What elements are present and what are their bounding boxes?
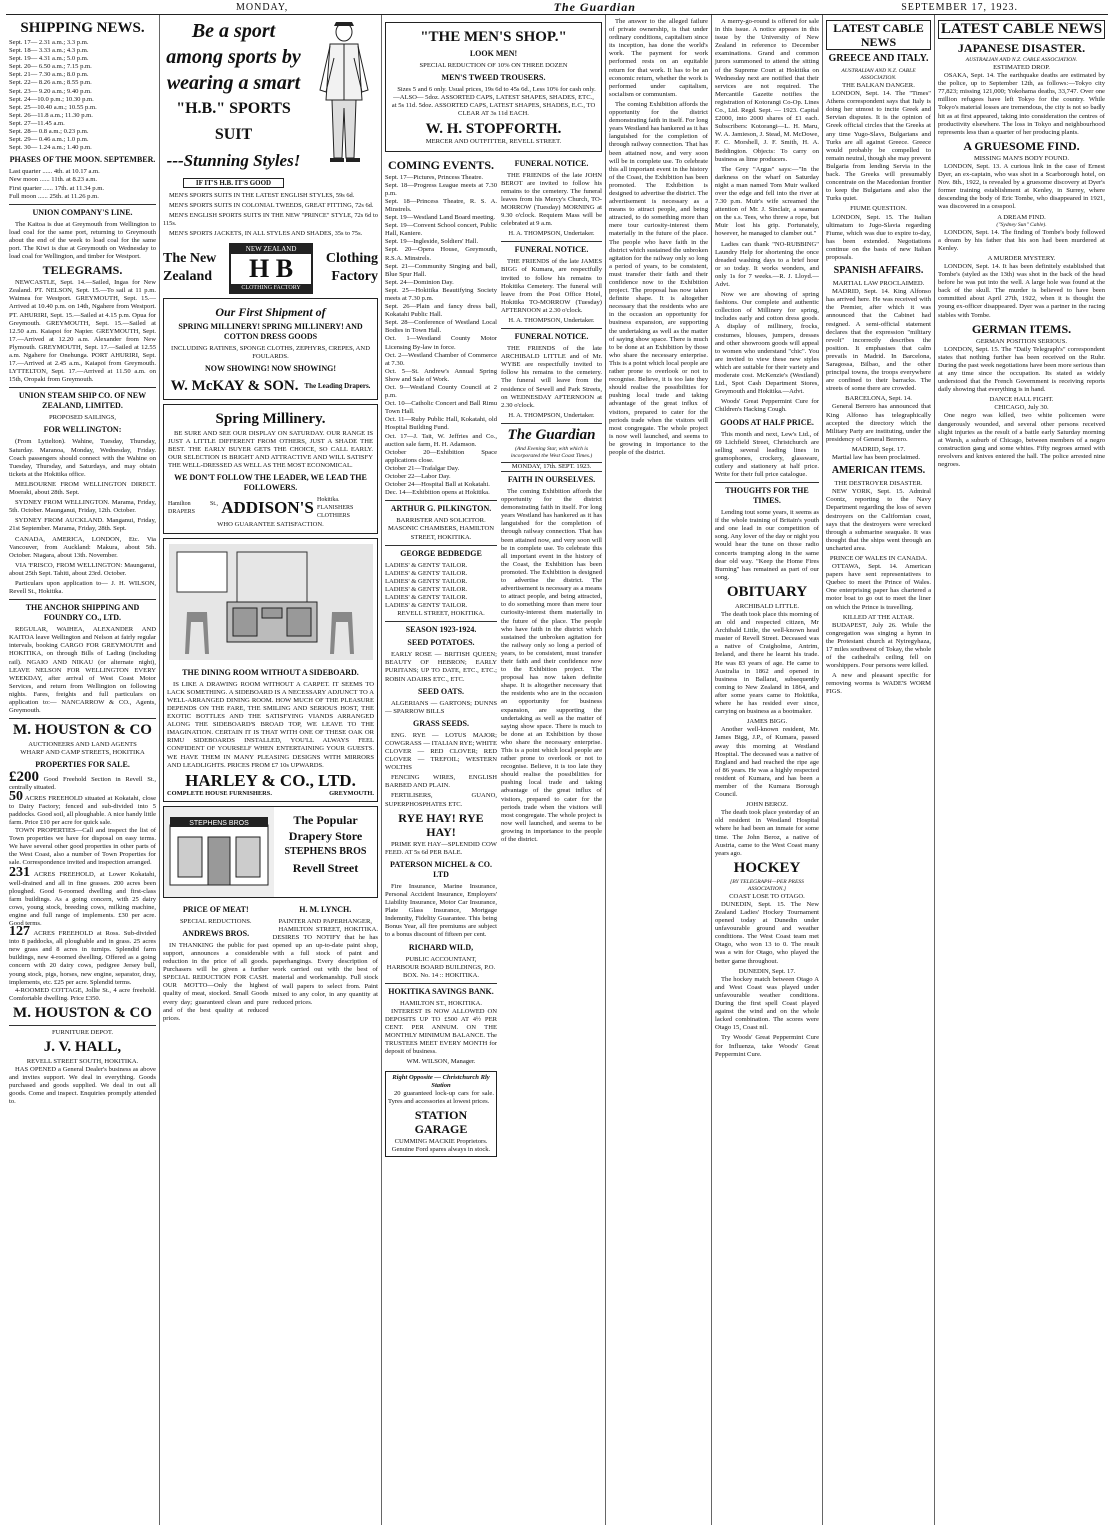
cable-news-heading-2: LATEST CABLE NEWS <box>938 20 1105 39</box>
goods-half-price: GOODS AT HALF PRICE. <box>720 417 814 427</box>
greece-italy: GREECE AND ITALY. <box>828 53 929 64</box>
properties-heading: PROPERTIES FOR SALE. <box>35 760 130 770</box>
houston-heading: M. HOUSTON & CO <box>13 722 152 739</box>
hb-line-1: Be a sport <box>191 20 276 42</box>
event-item: Sept. 18—Progress League meets at 7.30 p.m. <box>385 181 497 197</box>
pilkington-sub: BARRISTER AND SOLICITOR. <box>396 517 486 525</box>
funeral-notice-2: FUNERAL NOTICE. <box>514 245 589 255</box>
tide-row: Sept. 30— 1.24 a.m.; 1.40 p.m. <box>9 144 92 152</box>
tailor-row: LADIES' & GENTS' TAILOR. <box>385 602 468 610</box>
event-item: Sept. 19—Westland Land Board meeting. <box>385 214 496 222</box>
harley-firm: HARLEY & CO., LTD. <box>185 770 356 790</box>
canada-text: CANADA, AMERICA, LONDON, Etc. Via Vancouver, from Auckland: Makura, about 5th. October. Niagara, about 13th. November. <box>9 535 156 559</box>
for-wellington: FOR WELLINGTON: <box>43 425 122 435</box>
rye-text: PRIME RYE HAY—SPLENDID COW FEED. AT 5s 6d PER BALE. <box>385 840 497 856</box>
event-item: Oct. 1—Westland County Motor Licensing By-law in force. <box>385 335 497 351</box>
hb-item: MEN'S SPORTS JACKETS, IN ALL STYLES AND SHADES, 35s to 75s. <box>169 230 363 238</box>
furniture-depot: FURNITURE DEPOT. <box>51 1028 114 1036</box>
trousers-heading: MEN'S TWEED TROUSERS. <box>441 73 546 83</box>
sportsman-illustration <box>308 18 378 168</box>
lynch-ad <box>273 902 379 1025</box>
telegrams-text: NEWCASTLE, Sept. 14.—Sailed, Ingas for New Zealand. PT. NELSON, Sept. 15.—To sail at 11 p.m. Waimea for Westport. GREYMOUTH, Sept. 15.—Arrived at 10.40 p.m. on 14th, Ngahere from Westport. PT. AHURIRI, Sept. 15.—Sailed at 4.15 p.m. Opua for Greymouth. GREYMOUTH, Sept. 15.—Sailed at 12.50 a.m. Kaiapoi for Napier. GREYMOUTH, Sept. 17.—Arrived at 12.20 a.m. Alexander from New Plymouth. GREYMOUTH, Sept. 17.—Sailed at 12.55 a.m. Ngahere for Onehunga. PORT AHURIRI, Sept. 17.—Arrived at 2.45 a.m., Kaiapoi from Greymouth. LYTTELTON, Sept. 17.—Arrived at 11.50 a.m. on 15th, Oropaki from Greymouth. <box>9 279 156 384</box>
look-men: LOOK MEN! <box>469 49 518 58</box>
guardian-sub: (And Evening Star, with which is incorporated the West Coast Times.) <box>510 445 593 459</box>
hb-sports-ad <box>163 18 378 192</box>
bigg-text: Another well-known resident, Mr. James Bigg, J.P., of Kumara, passed away this morning at Westland Hospital. The deceased was a native of England and had reached the ripe age of 86 years. He was a highly respected resident of Kumara, and has been a member of the Kumara Borough Council. <box>715 726 819 799</box>
dance-hall-fight: DANCE HALL FIGHT. <box>989 396 1054 404</box>
savings-text: INTEREST IS NOW ALLOWED ON DEPOSITS UP TO £500 AT 4½ PER CENT. PER ANNUM. ON THE MONTHLY MINIMUM BALANCE. The TRUSTEES MEET EVERY MONTH for deposit of business. <box>385 1007 497 1056</box>
event-item: Sept. 21—Community Singing and ball, Blue Spur Hall. <box>385 262 497 278</box>
obituary-heading: OBITUARY <box>726 583 808 600</box>
hb-line-3: wearing a smart <box>166 72 301 94</box>
editorial-continued-2: The coming Exhibition affords the opportunity for the district demonstrating faith in itself. For long years Westland has hankered as it has languished for the completion of through railway connection. That has been attained now, and very soon will be in complete use. To celebrate this all important event in the history of the Coast, the Exhibition has been promoted. The Exhibition is designed to advertise the district. The advertisement is necessary as a means to attract people, and being attracted, to do something more than mere tour curiosity-interest them materially in the future of the place. The people who have faith in the district which sustained the unbroken agitation for the railway only so long a period of years, to be consistent, must transfer their faith and their confidence now to the Exhibition project. The proposal has now taken definite shape. It is altogether necessary that the residents who are in the occasion an opportunity for business expansion, are supporting the undertaking as well as the matter of saying show space. There is much to be done at an Exhibition by those who share the necessary enterprise. This is a point which local people are rather prone to overlook or not to recognise. Believe, it is too late they should realise the possibilities for pushing local trade and taking advantage of the great influx of visitors, prepared to cater for the periods trade when the visitors will most congregate. The whole project is now well launched, and seems to be growing in importance to the people of the district. <box>609 100 708 456</box>
spring-follow: WE DON'T FOLLOW THE LEADER, WE LEAD THE FOLLOWERS. <box>174 473 367 493</box>
property-231: 231 ACRES FREEHOLD, at Lower Kokatahi, well-drained and all in fine grasses. 200 acres been ploughed. Good 6-roomed dwelling and first-class farm buildings. As a going concern, with 25 dairy cows, young stock, breeding cows, milking machine, engine and full range of implements. £30 per acre. Good terms. <box>9 865 156 927</box>
prince-text: OTTAWA, Sept. 14. American papers have sent representatives to Quebec to meet the Prince of Wales. One enterprising paper has chartered a motor boat to go out to meet the liner on which the Prince is travelling. <box>826 563 931 611</box>
sydney-sun: ("Sydney Sun" Cable). <box>996 221 1047 228</box>
guardian-nameplate: The Guardian <box>507 426 596 443</box>
hb-clothing: Clothing <box>325 251 378 267</box>
potatoes-list: EARLY ROSE — BRITISH QUEEN; BEAUTY OF HEBRON; EARLY PURITANS; UP TO DATE, ETC., ETC.; ROBIN ADAIRS ETC., ETC. <box>385 651 497 683</box>
woods-cure: Try Woods' Great Peppermint Cure for Influenza, take Woods' Great Peppermint Cure. <box>715 1034 819 1058</box>
property-231-acres: 231 <box>9 865 30 881</box>
houston-footer: M. HOUSTON & CO <box>13 1004 152 1021</box>
mckay-now-showing: NOW SHOWING! NOW SHOWING! <box>204 363 337 373</box>
hb-price-list <box>163 192 378 238</box>
funeral-notice-1: FUNERAL NOTICE. <box>514 158 589 168</box>
funeral-notice-3: FUNERAL NOTICE. <box>514 332 589 342</box>
tide-row: Sept. 21— 7.30 a.m.; 8.0 p.m. <box>9 71 89 79</box>
addison-left: Hamilton St., DRAPERS <box>168 501 218 516</box>
tide-row: Sept. 23— 9.20 a.m.; 9.40 p.m. <box>9 87 92 95</box>
savings-addr: HAMILTON ST., HOKITIKA. <box>399 999 483 1007</box>
seed-oats: SEED OATS. <box>417 686 465 696</box>
melbourne-text: MELBOURNE FROM WELLINGTON DIRECT. Moeraki, about 28th. Sept. <box>9 480 156 497</box>
madrid-text: Martial law has been proclaimed. <box>832 454 921 462</box>
spanish-heading: SPANISH AFFAIRS. <box>833 265 924 277</box>
event-item: Oct. 2—Westland Chamber of Commerce at 7.30. <box>385 351 497 367</box>
destroyer-heading: THE DESTROYER DISASTER. <box>834 480 923 488</box>
wild-addr: HARBOUR BOARD BUILDINGS, P.O. BOX. No. 14 :: HOKITIKA. <box>386 963 496 979</box>
fencing: FENCING WIRES, ENGLISH BARBED AND PLAIN. <box>385 774 497 790</box>
oats-list: ALGERIANS — GARTONS; DUNNS — SPARROW BILLS <box>385 699 497 715</box>
moon-row: First quarter ...... 17th. at 11.34 p.m. <box>9 184 104 192</box>
hb-item: MEN'S SPORTS SUITS IN THE LATEST ENGLISH STYLES, 59s 6d. <box>169 192 355 200</box>
local-spring: Now we are showing of spring fashions. Our complete and authentic collection of Millinery for spring, includes early and cotton dress goods. A display of millinery, frocks, costumes, blouses, jumpers, dresses and other showroom goods will appeal to women who understand "chic". You are invited to view these new styles which are suitable for their variety and moderate cost. McKenzie's (Westland) Ltd., Spot Cash Department Stores, Greymouth and Hokitika.—Advt. <box>715 291 819 396</box>
event-item: October 24—Hospital Ball at Kokatahi. <box>385 481 490 489</box>
hb-zealand: Zealand <box>163 269 213 285</box>
hb-line-2: among sports by <box>166 46 301 68</box>
houston-address: WHARF AND CAMP STREETS, HOKITIKA <box>20 749 145 757</box>
tailor-row: LADIES' & GENTS' TAILOR. <box>385 593 468 601</box>
store-illustration <box>164 807 274 897</box>
local-ladies: Ladies can thank "NO-RUBBING" Laundry Help for shortening the once dreaded washing days to a brief hour or so today. It works wonders, and only 1s for 7 weeks.—R. J. Lloyd.—Advt. <box>715 240 819 288</box>
mckay-includes: INCLUDING RATINES, SPONGE CLOTHS, ZEPHYRS, CREPES, AND FOULARDS. <box>171 344 370 360</box>
pilkington-addr: MASONIC CHAMBERS, HAMILTON STREET, HOKITIKA. <box>387 525 495 541</box>
hb-line-5: ---Stunning Styles! <box>166 151 301 170</box>
worm-figs: A new and pleasant specific for removing worms is WADE'S WORM FIGS. <box>826 672 931 696</box>
coast-lose: COAST LOSE TO OTAGO. <box>729 892 805 900</box>
lynch-sub: PAINTER AND PAPERHANGER, <box>278 917 372 925</box>
dining-text: IS LIKE A DRAWING ROOM WITHOUT A CARPET. IT SEEMS TO LACK SOMETHING. A SIDEBOARD IS A NECESSARY ADJUNCT TO A WELL-ARRANGED DINING ROOM. HOW MUCH OF THE PLEASURE DEPENDS ON THE FARE, THE SMILING AND SERIOUS HOST, THE EXOTIC BOTTLES AND THE SATISFYING VIANDS ARRANGED ALONG THE SIDEBOARD'S BROAD TOP, WE LEAVE TO THE IMAGINATION. CERTAIN IT IS THAT WITH ONE OF THESE OAK OR RIMU SIDEBOARDS INSTALLED, YOU'LL ALWAYS FEEL CONFIDENT OF YOURSELF WHEN ENTERTAINING YOUR GUESTS. WE HAVE THEM IN MANY PLEASING DESIGNS WITH MIRRORS AND LEADLIGHTS. PRICES FROM £7 10s UPWARDS. <box>167 680 374 769</box>
thoughts-text: Lending tout some years, it seems as if the whole training of Britain's youth and one lead in our competition of song. Any lover of the day or night you would hear the tune on those radio concerts tramping along in the same dear old way. "Keep the Home Fires Burning" has remained as part of our song. <box>715 509 819 581</box>
property-127: 127 ACRES FREEHOLD at Ross. Sub-divided into 8 paddocks, all ploughable and in grass. 25 acres new grass and 8 acres in turnips. Splendid farm buildings, new 4-roomed dwelling. Offered as a going concern with 20 dairy cows, pedigree Jersey bull, young stock, pigs, horses, new engine, separator, dray, implements, etc. £25 per acre. Splendid terms. <box>9 924 156 986</box>
hockey-text-2: The hockey match between Otago A and West Coast was played under unfavourable weather conditions. During the first spell Coast played against the wind and on the whole lacked combination. The scores were Otago 15, Coast nil. <box>715 975 819 1032</box>
editorial-title: FAITH IN OURSELVES. <box>507 475 596 484</box>
editorial-date: MONDAY, 17th. SEPT. 1923. <box>501 462 602 472</box>
american-items: AMERICAN ITEMS. <box>831 465 926 477</box>
hall-heading: J. V. HALL, <box>43 1039 122 1055</box>
event-item: Oct. 9—Westland County Council at 2 p.m. <box>385 384 497 400</box>
property-200: £200 Good Freehold Section in Revell St., centrally situated. <box>9 769 156 792</box>
german-text: LONDON, Sept. 15. The "Daily Telegraph's" correspondent states that nothing further has been received on the Ruhr. During the past week negotiations have been more serious than at any time since the occupation. Its stated as widely understood that the French Government is receiving reports daily showing that everything is in hand. <box>938 345 1105 394</box>
event-item: Sept. 28—Conference of Westland Local Bodies in Town Hall. <box>385 319 497 335</box>
houston-sub: AUCTIONEERS AND LAND AGENTS <box>28 741 137 749</box>
japanese-disaster: JAPANESE DISASTER. <box>957 41 1086 55</box>
cable-news-heading: LATEST CABLE NEWS <box>826 20 931 50</box>
mens-shop-ad <box>385 22 602 152</box>
hb-factory: Factory <box>331 269 378 285</box>
missing-man: MISSING MAN'S BODY FOUND. <box>973 154 1070 162</box>
savings-sign: WM. WILSON, Manager. <box>406 1058 476 1066</box>
rye-hay: RYE HAY! RYE HAY! <box>398 810 484 839</box>
grass-list: ENG. RYE — LOTUS MAJOR; COWGRASS — ITALIAN RYE; WHITE CLOVER — RED CLOVER; RED CLOVER — TREFOIL; WESTERN WOLTHS <box>385 731 497 772</box>
tailor-firm: GEORGE BEDBEDGE <box>400 548 482 558</box>
column-ads <box>160 15 382 1525</box>
estimated-drop: ESTIMATED DROP. <box>993 64 1050 71</box>
madrid-dateline: MADRID, Sept. 17. <box>851 445 906 453</box>
masthead-title: The Guardian <box>553 0 636 14</box>
spring-text: BE SURE AND SEE OUR DISPLAY ON SATURDAY. OUR RANGE IS JUST A LITTLE DIFFERENT FROM OTHERS, JUST A SHADE THE BEST. THE EARLY BUYER GETS THE CHOICE, SO CALL EARLY. OUR SELECTION IS BRIGHT AND ATTRACTIVE AND WILL SATISFY THE WELL-DRESSED AS WELL AS THE MOST ECONOMICAL. <box>168 429 373 470</box>
prince-heading: PRINCE OF WALES IN CANADA. <box>829 554 928 562</box>
fertilisers: FERTILISERS, GUANO, SUPERPHOSPHATES ETC. <box>385 792 497 808</box>
lynch-text: HAMILTON STREET, HOKITIKA. DESIRES TO NOTIFY that he has opened up an up-to-date paint shop, with a full stock of paint and paperhangings. Every description of work carried out with the best of material and workmanship. Full stock of wall papers to select from. Paint mixed to any color, in any quantity at reduced prices. <box>272 925 378 1006</box>
funeral-text-1: THE FRIENDS of the late JOHN BEROT are invited to follow his remains to the cemetery. The funeral leaves from his Mercy's Church, TO-MORROW (Tuesday) MORNING at 9.30 o'clock. Requiem Mass will be celebrated at 9 a.m. <box>501 171 602 228</box>
dream-text: LONDON, Sept. 14. The finding of Tombe's body followed a dream by his father that his son had been murdered at Kenley. <box>938 228 1105 252</box>
thoughts-heading: THOUGHTS FOR THE TIMES. <box>725 486 809 506</box>
column-editorial <box>606 15 712 1525</box>
event-item: Sept. 26—Plain and fancy dress ball, Kokatahi Public Hall. <box>385 303 497 319</box>
murder-mystery: A MURDER MYSTERY. <box>987 254 1056 262</box>
funeral-sign-2: H. A. THOMPSON, Undertaker. <box>508 316 595 324</box>
spanish-text: MADRID, Sept. 14. King Alfonso has arrived here. He was received with the Premier, after which it was announced that the Cabinet had resigned. A semi-official statement declares that the expression "military revolt" incorrectly describes the position. It emphasises that calm prevails in Madrid. In Barcelona, Saragossa, Bilbao, and the other principal towns, the troops everywhere are confined to their barracks. The streets of some there are crowded. <box>826 288 931 393</box>
column-local <box>712 15 823 1525</box>
event-item: Sept. 24—Dominion Day. <box>385 278 454 286</box>
mens-shop-title: "THE MEN'S SHOP." <box>420 29 567 45</box>
column-shipping <box>6 15 160 1525</box>
tide-row: Sept. 22— 8.26 a.m.; 8.55 p.m. <box>9 79 92 87</box>
funeral-text-2: THE FRIENDS of the late JAMES BIGG of Kumara, are respectfully invited to follow his remains to Hokitika Cemetery. The funeral will leave from the Post Office Hotel, Hokitika TO-MORROW (Tuesday) AFTERNOON at 2.30 o'clock. <box>501 258 602 314</box>
event-item: October 20—Exhibition Space applications close. <box>385 448 497 464</box>
german-position: GERMAN POSITION SERIOUS. <box>975 337 1068 345</box>
john-beroz: JOHN BEROZ. <box>746 801 788 809</box>
seed-potatoes: SEED POTATOES. <box>407 638 475 648</box>
stopforth-sub: MERCER AND OUTFITTER, REVELL STREET. <box>425 138 562 146</box>
tide-row: Sept. 17— 2.31 a.m.; 3.3 p.m. <box>9 39 89 46</box>
tailor-row: LADIES' & GENTS' TAILOR. <box>385 577 468 585</box>
tailor-row: LADIES' & GENTS' TAILOR. <box>385 585 468 593</box>
lynch-firm: H. M. LYNCH. <box>299 904 352 914</box>
sydney-text: SYDNEY FROM WELLINGTON. Marama, Friday, 5th. October. Maunganui, Friday, 12th. October. <box>9 499 156 515</box>
event-item: Sept. 19—Ingleside, Soldiers' Hall. <box>385 238 479 246</box>
garage-name: STATION GARAGE <box>414 1107 468 1136</box>
event-item: Sept. 20—Opera House, Greymouth, R.S.A. Minstrels. <box>385 246 497 262</box>
gruesome-find: A GRUESOME FIND. <box>963 138 1080 153</box>
harley-ad <box>163 538 378 802</box>
store-sign-text: STEPHENS BROS <box>189 819 249 827</box>
event-item: October 21—Trafalgar Day. <box>385 464 460 472</box>
killed-heading: KILLED AT THE ALTAR. <box>842 613 915 621</box>
event-item: Dec. 14—Exhibition opens at Hokitika. <box>385 489 490 497</box>
sideboard-illustration <box>167 542 375 662</box>
usscnz-heading: UNION STEAM SHIP CO. OF NEW ZEALAND, LIMITED. <box>18 391 147 411</box>
hall-address: REVELL STREET SOUTH, HOKITIKA. <box>26 1058 139 1065</box>
dunedin-dateline: DUNEDIN, Sept. 17. <box>738 967 796 975</box>
stephens-popular: The Popular <box>293 812 358 827</box>
cottage-text: 4-ROOMED COTTAGE, Jollie St., 4 acre freehold. Comfortable dwelling. Price £350. <box>9 986 156 1002</box>
murder-text: LONDON, Sept. 14. It has been definitely established that Tombe's (styled as the 13th) was shot in the back of the head before he was put into the well. A large hole was found at the back of the skull. The murder is believed to have been committed about April 27th, 1922, when it is thought the young ex-officer disappeared. Dyer was a partner in the racing stables with Tombe. <box>938 262 1105 319</box>
assoc-credit-2: AUSTRALIAN AND N.Z. CABLE ASSOCIATION. <box>965 57 1078 63</box>
telegrams-heading: TELEGRAMS. <box>42 263 123 278</box>
event-item: Oct. 10—Catholic Concert and Ball Rimu Town Hall. <box>385 400 497 416</box>
mckay-heading: Our First Shipment of <box>215 304 326 319</box>
wild-sub: PUBLIC ACCOUNTANT, <box>405 955 477 963</box>
particulars-text: Particulars upon application to— J. H. WILSON, Revell St., Hokitika. <box>9 579 156 596</box>
hb-item: MEN'S SPORTS SUITS IN COLONIAL TWEEDS, GREAT FITTING, 72s 6d. <box>169 202 374 210</box>
fiume-text: LONDON, Sept. 15. The Italian ultimatum to Jugo-Slavia regarding Fiume, which was due to expire to-day, has been extended. Negotiations continue on the basis of new Italian proposals. <box>826 213 931 261</box>
funeral-text-3: THE FRIENDS of the late ARCHIBALD LITTLE and of Mr. WYBE are respectfully invited to follow his remains to the cemetery. The funeral will leave from the residence of Sewell and Park Streets, on WEDNESDAY AFTERNOON at 2.30 o'clock. <box>501 345 602 409</box>
andrews-firm: ANDREWS BROS. <box>182 928 250 938</box>
wellington-text: (From Lyttelton). Wahine, Tuesday, Thursday, Saturday. Maranoa, Monday, Wednesday, Friday. Coach passengers should connect with the Wahine on Tuesday, Thursday, and Saturdays, and may obtain tickets at the Hokitika office. <box>9 438 156 478</box>
hb-factory-banner <box>163 243 378 294</box>
tide-row: Sept. 20— 6.50 a.m.; 7.15 p.m. <box>9 63 92 71</box>
chicago-dateline: CHICAGO, July 30. <box>994 404 1049 412</box>
frisco-text: VIA 'FRISCO, FROM WELLINGTON: Maunganui, about 25th Sept. Tahiti, about 23rd. October. <box>9 561 156 577</box>
james-bigg: JAMES BIGG. <box>746 718 788 726</box>
stephens-drapery: Drapery Store <box>288 828 363 843</box>
column-cables-2 <box>935 15 1108 1525</box>
moon-row: Full moon ...... 25th. at 11.26 p.m. <box>9 192 99 200</box>
notices-column <box>501 156 602 1162</box>
tide-row: Sept. 24—10.0 p.m.; 10.30 p.m. <box>9 95 94 103</box>
column-cables <box>823 15 935 1525</box>
paterson-firm: PATERSON MICHEL & CO. LTD <box>390 859 492 879</box>
tide-row: Sept. 29— 0.46 a.m.; 1.0 p.m. <box>9 136 89 144</box>
moon-row: Last quarter ...... 4th. at 10.17 a.m. <box>9 168 100 176</box>
tide-row: Sept. 27—11.45 a.m. <box>9 119 65 127</box>
mckay-ad <box>163 298 378 400</box>
special-reductions: SPECIAL REDUCTIONS. <box>179 917 252 925</box>
proposed-sailings: PROPOSED SAILINGS, <box>48 414 117 422</box>
tailor-row: LADIES' & GENTS' TAILOR. <box>385 561 468 569</box>
stephens-ad <box>163 806 378 898</box>
station-garage-ad <box>385 1071 497 1158</box>
tide-table <box>9 39 156 152</box>
moon-heading: PHASES OF THE MOON. SEPTEMBER. <box>9 155 156 165</box>
tailor-addr: REVELL STREET, HOKITIKA. <box>397 610 485 618</box>
local-text-1: A merry-go-round is offered for sale in this issue. A notice appears in this issue by the University of New Zealand in reference to December examinations. Grand and common jurors summoned to attend the sitting of the Supreme Court at Hokitika on Wednesday next are notified that their services are not required. The Mercantile Gazette notifies the registration of Kotorangi Co-Op. Lines Co., Ltd. Regd. Sept. — 1923. Capital £2000, into 2000 shares of £1 each. Subscribers: Kotorangi—L. H. Maru, W. A. Jamieson, J. Stead, M. McDowe, F. C. Morshell, J. F. Smith, H. A. Beddington. Objects: To carry on business as lime producers. <box>715 18 819 163</box>
pilkington-firm: ARTHUR G. PILKINGTON. <box>390 504 492 514</box>
hb-fits-badge: IF IT'S H.B. IT'S GOOD <box>183 178 284 188</box>
beroz-text: The death took place yesterday of an old resident in Westland Hospital where he had been an inmate for some time. The John Beroz, a native of Austria, came to the West Coast many years ago. <box>715 809 819 857</box>
harley-town: GREYMOUTH. <box>329 789 374 797</box>
harley-tag: COMPLETE HOUSE FURNISHERS. <box>167 789 272 797</box>
destroyer-text: NEW YORK, Sept. 15. Admiral Coontz, reporting to the Navy Department regarding the loss of seven destroyers on the Californian coast, says that the destroyers were wrecked through a submarine seaquake. It was thought that the ships went through an uncharted area. <box>826 488 931 552</box>
hb-logo: NEW ZEALAND H B CLOTHING FACTORY <box>229 243 313 294</box>
local-woods: Woods' Great Peppermint Cure for Children's Hacking Cough. <box>715 398 819 414</box>
fiume-heading: FIUME QUESTION. <box>850 205 907 213</box>
event-item: Sept. 19—Convent School concert, Public Hall, Kaniere. <box>385 222 497 238</box>
garage-location: Right Opposite — Christchurch Rly Station <box>392 1073 490 1089</box>
barcelona-dateline: BARCELONA, Sept. 14. <box>845 395 912 403</box>
funeral-sign-1: H. A. THOMPSON, Undertaker. <box>508 230 595 238</box>
event-item: Oct. 11—Ruby Public Hall, Kokatahi, old Hospital Building Fund. <box>385 416 497 432</box>
addison-firm: ADDISON'S <box>221 498 314 518</box>
garage-footer: CUMMING MACKIE Proprietors. Genuine Ford spares always in stock. <box>391 1137 491 1153</box>
dream-find: A DREAM FIND. <box>997 213 1046 221</box>
property-127-acres: 127 <box>9 924 30 940</box>
archibald-little: ARCHIBALD LITTLE. <box>734 602 800 610</box>
addison-satisfaction: WHO GUARANTEE SATISFACTION. <box>217 520 324 528</box>
event-item: Sept. 17—Pictures, Princess Theatre. <box>385 173 484 181</box>
mckay-line: SPRING MILLINERY! SPRING MILLINERY! AND COTTON DRESS GOODS <box>178 321 363 341</box>
tide-row: Sept. 19— 4.31 a.m.; 5.0 p.m. <box>9 55 89 63</box>
stephens-street: Revell Street <box>292 860 359 875</box>
coming-events <box>385 156 497 1162</box>
hall-text: HAS OPENED a General Dealer's business as above and invites support. We deal in everything. Goods purchased and goods supplied. We deal in out all goods. Come and inspect. Enquiries promptly attended to. <box>9 1066 156 1106</box>
savings-bank: HOKITIKA SAVINGS BANK. <box>388 986 494 996</box>
tide-row: Sept. 25—10.40 a.m.; 10.55 p.m. <box>9 103 97 111</box>
event-item: Oct. 17—J. Tait, W. Jeffries and Co., auction sale farm, H. H. Adamson. <box>385 432 497 448</box>
anchor-heading: THE ANCHOR SHIPPING AND FOUNDRY CO., LTD. <box>25 603 140 623</box>
look-sub: SPECIAL REDUCTION OF 10% ON THREE DOZEN <box>419 62 568 69</box>
hockey-text: DUNEDIN, Sept. 15. The New Zealand Ladies' Hockey Tournament opened today at Dunedin under unfavourable ground and weather conditions. The West Coast team met Otago, who won 13 to 0. The result was a win for Otago, who played the better game throughout. <box>715 900 819 965</box>
mckay-firm: W. McKAY & SON. <box>170 377 299 394</box>
hockey-heading: HOCKEY <box>733 859 801 876</box>
hb-line-4: "H.B." SPORTS SUIT <box>176 100 291 143</box>
hb-item: MEN'S ENGLISH SPORTS SUITS IN THE NEW "PRINCE" STYLE, 72s 6d to 115s. <box>163 212 378 228</box>
event-item: October 22—Labor Day. <box>385 473 451 481</box>
wild-firm: RICHARD WILD, <box>408 942 474 952</box>
sydney-auckland-text: SYDNEY FROM AUCKLAND. Manganui, Friday, 21st September. Marama, Friday, 28th. Sept. <box>9 517 156 533</box>
spring-millinery-heading: Spring Millinery. <box>215 410 326 427</box>
tide-row: Sept. 26—11.8 a.m.; 11.30 p.m. <box>9 111 93 119</box>
moon-row: New moon ...... 11th. at 8.23 a.m. <box>9 176 98 184</box>
property-50: 50 ACRES FREEHOLD situated at Kokatahi, close to Dairy Factory; fenced and sub-divided into 5 paddocks. Good soil, all ploughable. A nice handy little farm. Price £10 per acre for quick sale. <box>9 788 156 826</box>
town-properties: TOWN PROPERTIES—Call and inspect the list of Town properties we have for disposal on easy terms. We have several other good properties in other parts of the West Coast, also a number of Town Properties for sale. Correspondence invited and inspection arranged. <box>9 826 156 867</box>
funeral-sign-3: H. A. THOMPSON, Undertaker. <box>508 411 595 419</box>
killed-text: BUDAPEST, July 26. While the congregation was singing a hymn in the Protestant church at Nyiregyhaza, 17 miles southwest of Tokay, the whole of the cathedral's ceiling fell on worshippers. Four persons were killed. <box>826 621 931 670</box>
column-events <box>382 15 606 1525</box>
tide-row: Sept. 18— 3.33 a.m.; 4.3 p.m. <box>9 47 89 55</box>
stephens-name: STEPHENS BROS <box>284 845 367 857</box>
hb-new: The New <box>163 251 217 267</box>
property-50-acres: 50 <box>9 788 23 804</box>
andrews-text: IN THANKING the public for past support, announces a considerable reduction in the price of all goods. Purchasers will be given a further SPECIAL REDUCTION FOR CASH. OUR MOTTO—Only the highest quality of meat, stocked. Small Goods every day; guaranteed clean and pure and of the best quality at reduced prices. <box>163 941 269 1022</box>
masthead <box>6 0 1108 15</box>
mckay-tagline: The Leading Drapers. <box>304 381 371 390</box>
masthead-date: SEPTEMBER 17, 1923. <box>901 1 1018 13</box>
barcelona-text: General Berrero has announced that King Alfonso has telegraphically accepted the directory which the Military Party are instituting, under the presidency of General Berrero. <box>826 403 931 443</box>
coming-events-heading: COMING EVENTS. <box>387 157 494 172</box>
stopforth-firm: W. H. STOPFORTH. <box>425 121 562 138</box>
obituary-text: The death took place this morning of an old and respected citizen, Mr Archibald Little, the well-known head master of Revell Street. Deceased was a native of Craigholme, Antrim, Ireland, and there he learnt his trade. He was 83 years of age. He came to Australia in 1862 and opened in business in Ballarat, subsequently coming to New Zealand in 1864, and after some years came to Hokitika, where he has resided ever since, carrying on business as a bootmaker. <box>715 611 819 716</box>
grass-seeds: GRASS SEEDS. <box>412 718 470 728</box>
addison-ad <box>163 404 378 534</box>
event-item: Oct. 5—St. Andrew's Annual Spring Show and Sale of Work. <box>385 367 497 383</box>
tide-row: Sept. 28— 0.8 a.m.; 0.23 p.m. <box>9 128 89 136</box>
season: SEASON 1923-1924. <box>405 625 477 635</box>
andrews-ad <box>163 902 269 1025</box>
balkan-heading: THE BALKAN DANGER. <box>842 82 915 89</box>
dining-caption: THE DINING ROOM WITHOUT A SIDEBOARD. <box>182 667 359 677</box>
garage-text: 20 guaranteed lock-up cars for sale. Tyres and accessories at lowest prices. <box>388 1089 494 1105</box>
goods-text: This month and next, Lew's Ltd., of 69 Lichfield Street, Christchurch are selling several leading lines in gramophones, crockery, glassware, cutlery and stationery at half price. Write for their full price catalogue. <box>715 430 819 478</box>
masthead-day: MONDAY, <box>236 1 289 13</box>
shipping-heading: SHIPPING NEWS. <box>20 20 145 36</box>
dance-text: One negro was killed, two white policemen were dangerously wounded, and several other persons received slight injuries as the result of a battle early Saturday morning at Warsh, a suburb of Chicago, between members of a negro construction gang and some whites. Fifty negroes armed with revolvers and knives entered the hall. The police arrested nine negroes. <box>938 412 1105 469</box>
german-items: GERMAN ITEMS. <box>971 321 1072 336</box>
trousers-text: Sizes 5 and 6 only. Usual prices, 19s 6d to 45s 6d., Less 10% for cash only. —ALSO— 5doz. ASSORTED CAPS, LATEST SHAPES, SHADES, ETC., at 5s 11d. 5doz. ASSORTED CAPS, LATEST SHAPES, SHADES, E.C., TO CLEAR AT 3s 11d EACH. <box>391 86 596 118</box>
event-item: Sept. 25—Hokitika Beautifying Society meets at 7.30 p.m. <box>385 286 497 302</box>
martial-law: MARTIAL LAW PROCLAIMED. <box>832 280 925 288</box>
paterson-text: Fire Insurance, Marine Insurance, Personal Accident Insurance, Employers' Liability Insurance, Motor Car Insurance, Plate Glass Insurance, Mortgage Indemnity, Fidelity Guarantee. This being Bonus Year, all fire premiums are subject to a bonus discount of fifteen per cent. <box>385 882 497 939</box>
tailor-row: LADIES' & GENTS' TAILOR. <box>385 569 468 577</box>
local-text-2: The Grey "Argus" says:—"In the darkness on the wharf on Saturday night a man named Tom Muir walked over the edge and fell into the river at 7.30 p.m. Muir's wife screamed the attention of Mr. J. Sinclair, a seaman on the s.s. Tees, who threw a rope, but Muir lost his grip. Fortunately, however, he managed to clamber out." <box>715 165 819 238</box>
price-of-meat: PRICE OF MEAT! <box>182 904 249 914</box>
editorial-continued: The answer to the alleged failure of private ownership, is that under ordinary conditions, capitalism since its inception, has done the world's work. The payment for work performed rests on an equitable return for that work. It has to be an economic return, whether the work is performed under capitalism, socialism or communism. <box>609 18 708 98</box>
property-200-price: £200 <box>9 769 39 786</box>
assoc-credit: AUSTRALIAN AND N.Z. CABLE ASSOCIATION. <box>841 68 916 81</box>
hockey-sub: [BY TELEGRAPH—PER PRESS ASSOCIATION.] <box>730 878 804 892</box>
balkan-text: LONDON, Sept. 14. The "Times" Athens correspondent says that Italy is doing her utmost to incite Greek and Servian disputes. It is the opinion of Greek official circles that the Greeks at any time Yugo-Slavs, Bulgarians and Turks are all against Greece. Greece would probably be compelled to remain neutral, though she may prevent Bulgaria from lending Servia in the back. The Greeks will presumably concentrate on the Macedonian frontier to keep the Bulgarians and also the Turks quiet. <box>826 90 931 203</box>
union-text: The Kaitoa is due at Greymouth from Wellington to load coal for the same port, returning to Greymouth about the end of the week to load coal for the same port. The Kiwi is due at Greymouth on Wednesday to load coal for Wellington, and timber for Westport. <box>9 220 156 261</box>
gruesome-text: LONDON, Sept. 13. A curious link in the case of Ernest Dyer, an ex-captain, who was shot in a Scarborough hotel, on Nov. 8th., 1922, is revealed by a gruesome discovery at Dyer's former training establishment at Kenley, in Surrey, where descending the body of Eric Tombe, who disappeared in 1921, was discovered in a cesspool. <box>938 162 1105 211</box>
union-heading: UNION COMPANY'S LINE. <box>32 207 133 217</box>
editorial-text: The coming Exhibition affords the opportunity for the district demonstrating faith in itself. For long years Westland has hankered as it has languished for the completion of through railway connection. That has been attained now, and very soon will be in complete use. To celebrate this all important event in the history of the Coast, the Exhibition has been promoted. The Exhibition is designed to advertise the district. The advertisement is necessary as a means to attract people, and being attracted, to do something more than mere tour curiosity-interest them materially in the future of the place. The people who have faith in the district which sustained the unbroken agitation for the railway only so long a period of years, to be consistent, must transfer their faith and their confidence now to the Exhibition project. The proposal has now taken definite shape. It is altogether necessary that the residents who are in the occasion an opportunity for business expansion, are supporting the undertaking as well as the matter of saying show space. There is much to be done at an Exhibition by those who share the necessary enterprise. This is a point which local people are rather prone to overlook or not to recognise. Believe, it is too late they should realise the possibilities for pushing local trade and taking advantage of the great influx of visitors, prepared to cater for the periods trade when the visitors will most congregate. The whole project is now well launched, and seems to be growing in importance to the people of the district. <box>501 488 602 844</box>
event-item: Sept. 18—Princess Theatre, R. S. A. Minstrels. <box>385 197 497 213</box>
anchor-text: REGULAR, WAIHEA, ALEXANDER AND KAITOA leave Wellington and Nelson at fairly regular intervals, booking CARGO FOR GREYMOUTH and HOKITIKA, on through Bills of Lading (including rail). NGAIO AND NIKAU (or alternate night), LEAVE NELSON FOR WELLINGTON EVERY WEEKDAY, after arrival of West Coast Motor Services, and return from Wellington on following nights. Fares, freights and full particulars on application to:— NANCARROW & CO., Agents, Greymouth. <box>9 626 156 715</box>
addison-right: Hokitika. FLANISHERS CLOTHIERS <box>317 497 354 520</box>
japan-text: OSAKA, Sept. 14. The earthquake deaths are estimated by the police, up to September 12th, as follows:—Tokyo city 77,823; missing 121,000; Yokohama deaths, 33,747. Over one million refugees have left Tokyo for the country. While Tokyo's material losses are tremendous, the city is not so badly hit as at first appeared, taking into consideration the centres of productivity elsewhere. The loss in Tokyo and neighbourhood represents less than a quarter of her producing plants. <box>938 72 1105 136</box>
